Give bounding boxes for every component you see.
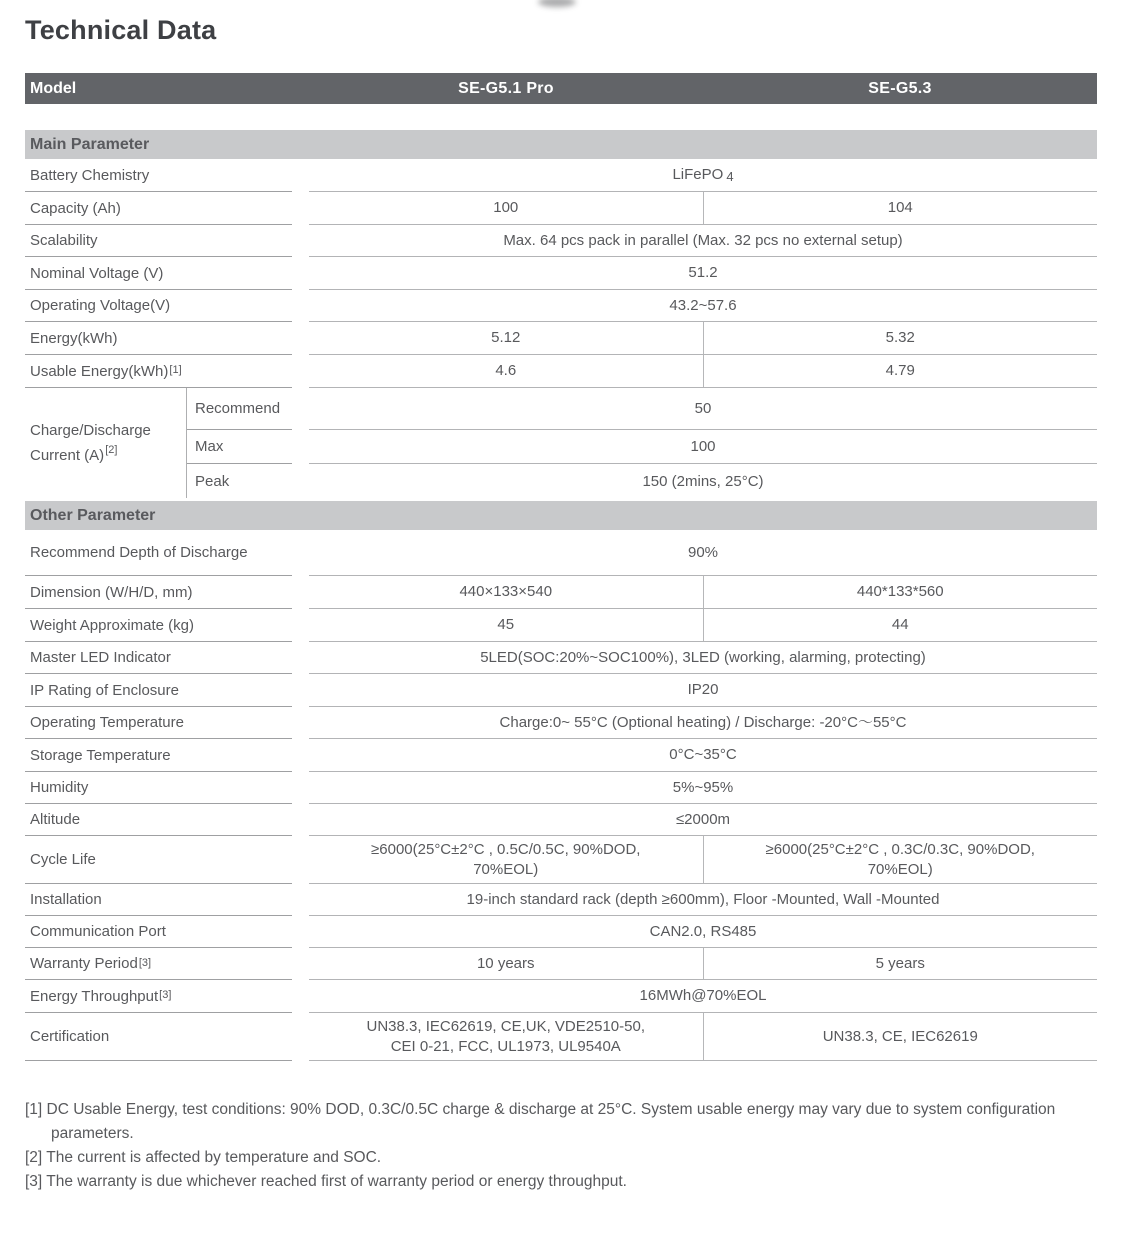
table-row-altitude bbox=[25, 804, 1097, 836]
table-row-certification bbox=[25, 1013, 1097, 1061]
footnote: [3] The warranty is due whichever reached first of warranty period or energy throughput. bbox=[25, 1173, 627, 1190]
sub-row-value-recommend: 50 bbox=[309, 388, 1097, 430]
table-row-scalability bbox=[25, 225, 1097, 257]
table-row-storage-temperature bbox=[25, 739, 1097, 772]
section-title: Main Parameter bbox=[30, 135, 150, 153]
footnote: [1] DC Usable Energy, test conditions: 90% DOD, 0.3C/0.5C charge & discharge at 25°C. System usable energy may vary due to system configuration parameters. bbox=[25, 1101, 1056, 1142]
footnote: [2] The current is affected by temperature and SOC. bbox=[25, 1149, 382, 1166]
model-header-bar bbox=[25, 73, 1097, 104]
row-value: Max. 64 pcs pack in parallel (Max. 32 pcs no external setup) bbox=[503, 231, 903, 249]
sub-row-value-max: 100 bbox=[309, 430, 1097, 464]
row-value-col2: UN38.3, CE, IEC62619 bbox=[822, 1027, 978, 1045]
column-gap bbox=[292, 192, 309, 225]
table-row-weight bbox=[25, 609, 1097, 642]
row-label: Installation bbox=[25, 884, 292, 916]
column-gap bbox=[292, 836, 309, 884]
table-row-dimension bbox=[25, 576, 1097, 609]
section-title: Other Parameter bbox=[30, 506, 156, 524]
table-row-operating-voltage bbox=[25, 290, 1097, 322]
table-row-humidity bbox=[25, 772, 1097, 804]
footnote-ref-2: [2] bbox=[105, 444, 118, 456]
row-value: 5%~95% bbox=[672, 778, 734, 796]
table-row-communication-port bbox=[25, 916, 1097, 948]
column-gap bbox=[292, 884, 309, 916]
row-label: Recommend Depth of Discharge bbox=[25, 530, 292, 576]
row-value: ≤2000m bbox=[675, 810, 731, 828]
row-label: Cycle Life bbox=[25, 836, 292, 884]
row-label: Master LED Indicator bbox=[25, 642, 292, 674]
row-label: Nominal Voltage (V) bbox=[25, 257, 292, 290]
table-row-energy-throughput bbox=[25, 980, 1097, 1013]
table-row-battery-chemistry bbox=[25, 159, 1097, 192]
column-gap bbox=[292, 739, 309, 772]
column-gap bbox=[292, 948, 309, 980]
column-gap bbox=[292, 980, 309, 1013]
row-value-col1: UN38.3, IEC62619, CE,UK, VDE2510-50, CEI 0-21, FCC, UL1973, UL9540A bbox=[309, 1013, 704, 1060]
row-value-col1: ≥6000(25°C±2°C , 0.5C/0.5C, 90%DOD, 70%EOL) bbox=[309, 836, 704, 883]
table-row-depth-of-discharge bbox=[25, 530, 1097, 576]
footnotes bbox=[25, 1098, 1087, 1194]
column-gap bbox=[292, 530, 309, 576]
model-column-se-g53: SE-G5.3 bbox=[868, 79, 932, 97]
row-label: Communication Port bbox=[25, 916, 292, 948]
table-row-cycle-life bbox=[25, 836, 1097, 884]
column-gap bbox=[292, 257, 309, 290]
row-value-col1: 440×133×540 bbox=[309, 576, 704, 608]
row-value-col1: 10 years bbox=[309, 948, 704, 979]
row-label: Usable Energy(kWh) [1] bbox=[25, 355, 292, 388]
section-header-main-parameter bbox=[25, 130, 1097, 159]
row-value: 5LED(SOC:20%~SOC100%), 3LED (working, alarming, protecting) bbox=[480, 648, 926, 666]
row-value: 51.2 bbox=[688, 264, 718, 281]
row-label: Scalability bbox=[25, 225, 292, 257]
row-label: Dimension (W/H/D, mm) bbox=[25, 576, 292, 609]
column-gap bbox=[292, 1013, 309, 1061]
table-row-nominal-voltage bbox=[25, 257, 1097, 290]
table-row-installation bbox=[25, 884, 1097, 916]
column-gap bbox=[292, 609, 309, 642]
column-gap bbox=[292, 674, 309, 707]
sub-row-label-recommend: Recommend bbox=[187, 388, 292, 430]
row-label: IP Rating of Enclosure bbox=[25, 674, 292, 707]
row-label: Certification bbox=[25, 1013, 292, 1061]
row-label: Energy(kWh) bbox=[25, 322, 292, 355]
column-gap bbox=[292, 225, 309, 257]
row-value-col2: 440*133*560 bbox=[856, 583, 944, 600]
column-gap bbox=[292, 355, 309, 388]
group-label: Charge/Discharge Current (A)[2] bbox=[25, 388, 187, 498]
row-value-col2: 104 bbox=[887, 199, 913, 216]
footnote-ref-3: [3] bbox=[138, 956, 152, 969]
column-gap bbox=[292, 772, 309, 804]
row-label: Altitude bbox=[25, 804, 292, 836]
row-value: LiFePO 4 bbox=[672, 166, 734, 184]
row-value-col2: 5 years bbox=[875, 954, 925, 972]
table-row-led-indicator bbox=[25, 642, 1097, 674]
table-row-warranty-period bbox=[25, 948, 1097, 980]
column-gap bbox=[292, 388, 309, 498]
chemistry-subscript: 4 bbox=[726, 169, 734, 184]
column-gap bbox=[292, 916, 309, 948]
row-label: Energy Throughput [3] bbox=[25, 980, 292, 1013]
sub-row-label-peak: Peak bbox=[195, 472, 230, 490]
column-gap bbox=[292, 707, 309, 739]
footnote-ref-3: [3] bbox=[159, 989, 172, 1001]
column-gap bbox=[292, 804, 309, 836]
column-gap bbox=[292, 322, 309, 355]
table-row-capacity bbox=[25, 192, 1097, 225]
sub-row-value-peak: 150 (2mins, 25°C) bbox=[642, 472, 764, 490]
row-value-col2: ≥6000(25°C±2°C , 0.3C/0.3C, 90%DOD, 70%EOL) bbox=[765, 840, 1035, 878]
row-value-col2: 5.32 bbox=[885, 329, 915, 346]
column-gap bbox=[292, 642, 309, 674]
table-row-operating-temperature bbox=[25, 707, 1097, 739]
row-value: 19-inch standard rack (depth ≥600mm), Floor -Mounted, Wall -Mounted bbox=[466, 890, 940, 908]
table-row-usable-energy bbox=[25, 355, 1097, 388]
section-header-other-parameter bbox=[25, 501, 1097, 530]
model-header-label: Model bbox=[30, 79, 77, 97]
row-value-col2: 44 bbox=[891, 616, 909, 633]
row-label: Storage Temperature bbox=[25, 739, 292, 772]
model-column-se-g51-pro: SE-G5.1 Pro bbox=[458, 79, 554, 97]
row-value-col2: 4.79 bbox=[885, 362, 915, 379]
sub-row-label-max: Max bbox=[187, 430, 292, 464]
row-value-col1: 45 bbox=[309, 609, 704, 641]
row-value: 16MWh@70%EOL bbox=[639, 987, 767, 1004]
row-value-col1: 5.12 bbox=[309, 322, 704, 354]
row-label: Operating Voltage(V) bbox=[25, 290, 292, 322]
table-row-ip-rating bbox=[25, 674, 1097, 707]
column-gap bbox=[292, 159, 309, 192]
row-value: 0°C~35°C bbox=[669, 746, 737, 763]
table-row-energy bbox=[25, 322, 1097, 355]
column-gap bbox=[292, 290, 309, 322]
row-value: IP20 bbox=[687, 681, 719, 698]
row-label: Humidity bbox=[25, 772, 292, 804]
row-label: Warranty Period [3] bbox=[25, 948, 292, 980]
row-value: Charge:0~ 55°C (Optional heating) / Discharge: -20°C～55°C bbox=[499, 713, 907, 731]
page-title: Technical Data bbox=[25, 15, 217, 45]
column-gap bbox=[292, 576, 309, 609]
table-group-charge-discharge-current bbox=[25, 388, 1097, 498]
row-label: Capacity (Ah) bbox=[25, 192, 292, 225]
row-value-col1: 4.6 bbox=[309, 355, 704, 387]
row-value: 43.2~57.6 bbox=[669, 296, 737, 314]
row-value: 90% bbox=[687, 543, 719, 561]
row-label: Battery Chemistry bbox=[25, 159, 292, 192]
row-value-col1: 100 bbox=[309, 192, 704, 224]
row-label: Operating Temperature bbox=[25, 707, 292, 739]
footnote-ref-1: [1] bbox=[169, 364, 182, 376]
row-value: CAN2.0, RS485 bbox=[649, 922, 757, 940]
row-label: Weight Approximate (kg) bbox=[25, 609, 292, 642]
